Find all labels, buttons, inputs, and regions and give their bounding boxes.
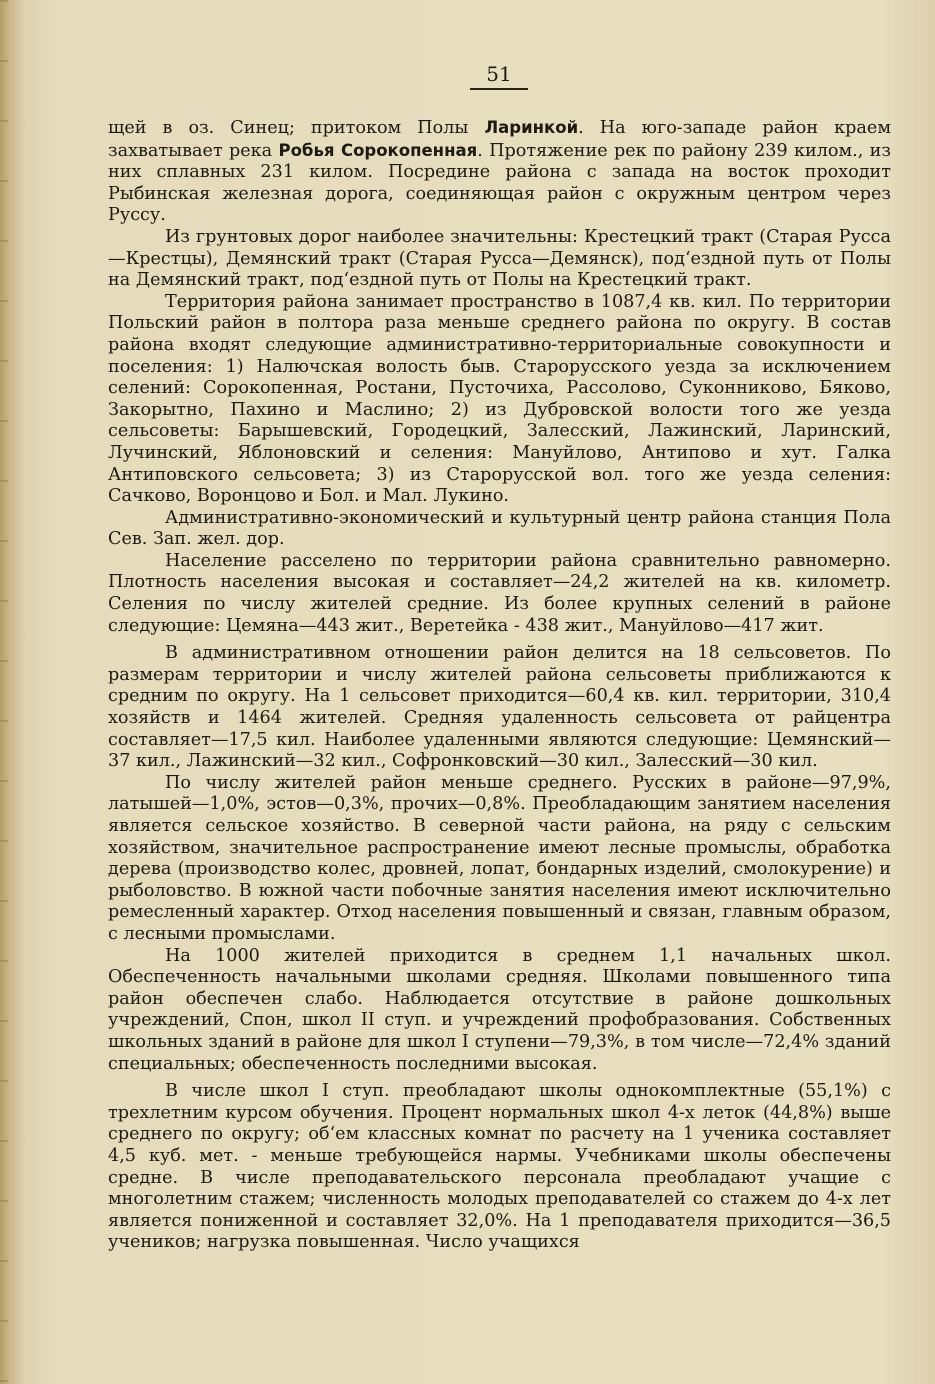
paragraph-p1 <box>108 117 891 227</box>
paragraph-p9 <box>108 1081 891 1254</box>
text-run: На 1000 жителей приходится в среднем 1,1 начальных школ. Обеспеченность начальными школами средняя. Школами повышенного типа район обеспечен слабо. Наблюдается отсутствие в районе дошкольных учреждений, Спон, школ II ступ. и учреждений профобразования. Собственных школьных зданий в районе для школ I ступени—79,3%, в том числе—72,4% зданий специальных; обеспеченность последними высокая. <box>108 945 891 1074</box>
paragraph-p5 <box>108 551 891 637</box>
paragraph-p7 <box>108 773 891 946</box>
text-run: . Протяжение рек по району 239 килом., из них сплавных 231 килом. Посредине района с запада на восток проходит Рыбинская железная дорога, соединяющая район с окружным центром через Руссу. <box>108 140 892 226</box>
bold-term: Робья Сорокопенная <box>278 140 478 160</box>
page-number: 51 <box>470 62 528 90</box>
text-run: . На юго-западе район краем захватывает река <box>108 118 892 161</box>
text-run: В административном отношении район делится на 18 сельсоветов. По размерам территории и числу жителей района сельсоветы приближаются к средним по округу. На 1 сельсовет приходится—60,4 кв. кил. территории, 310,4 хозяйств и 1464 жителей. Средняя удаленность сельсовета от райцентра составляет—17,5 кил. Наиболее удаленными являются следующие: Цемянский—37 кил., Лажинский—32 кил., Софронковский—30 кил., Залесский—30 кил. <box>108 643 891 772</box>
paragraph-p2 <box>108 227 891 292</box>
paragraph-p4 <box>108 508 891 551</box>
text-run: Из грунтовых дорог наиболее значительны: Крестецкий тракт (Старая Русса—Крестцы), Демянский тракт (Старая Русса—Демянск), под‘ездной путь от Полы на Демянский тракт, под‘ездной путь от Полы на Крестецкий тракт. <box>108 226 891 291</box>
paragraph-p8 <box>108 946 891 1076</box>
page-binding-edge <box>0 0 8 1384</box>
text-run: Административно-экономический и культурный центр района станция Пола Сев. Зап. жел. дор. <box>108 507 891 550</box>
text-run: Население расселено по территории района сравнительно равномерно. Плотность населения высокая и составляет—24,2 жителей на кв. километр. Селения по числу жителей средние. Из более крупных селений в районе следующие: Цемяна—443 жит., Веретейка - 438 жит., Мануйлово—417 жит. <box>108 550 891 636</box>
body-text <box>108 117 891 1254</box>
text-run: По числу жителей район меньше среднего. Русских в районе—97,9%, латышей—1,0%, эстов—0,3%, прочих—0,8%. Преобладающим занятием населения является сельское хозяйство. В северной части района, на ряду с сельским хозяйством, значительное распространение имеют лесные промыслы, обработка дерева (производство колес, дровней, лопат, бондарных изделий, смолокурение) и рыболовство. В южной части побочные занятия населения имеют исключительно ремесленный характер. Отход населения повышенный и связан, главным образом, с лесными промыслами. <box>108 772 891 944</box>
text-run: щей в оз. Синец; притоком Полы <box>108 118 485 138</box>
text-run: В числе школ I ступ. преобладают школы однокомплектные (55,1%) с трехлетним курсом обучения. Процент нормальных школ 4-х леток (44,8%) выше среднего по округу; об‘ем классных комнат по расчету на 1 ученика составляет 4,5 куб. мет. - меньше требующейся нармы. Учебниками школы обеспечены средне. В числе преподавательского персонала преобладают учащие с многолетним стажем; численность молодых преподавателей со стажем до 4-х лет является пониженной и составляет 32,0%. На 1 преподавателя приходится—36,5 учеников; нагрузка повышенная. Число учащихся <box>108 1081 891 1253</box>
bold-term: Ларинкой <box>484 118 579 137</box>
paragraph-p3 <box>108 292 891 508</box>
text-run: Территория района занимает пространство в 1087,4 кв. кил. По территории Польский район в полтора раза меньше среднего района по округу. В состав района входят следующие административно-территориальные совокупности и поселения: 1) Налючская волость быв. Старорусского уезда за исключением селений: Сорокопенная, Ростани, Пусточиха, Рассолово, Суконниково, Бяково, Закорытно, Пахино и Маслино; 2) из Дубровской волости того же уезда сельсоветы: Барышевский, Городецкий, Залесский, Лажинский, Ларинский, Лучинский, Яблоновский и селения: Мануйлово, Антипово и хут. Галка Антиповского сельсовета; 3) из Старорусской вол. того же уезда селения: Сачково, Воронцово и Бол. и Мал. Лукино. <box>108 291 891 507</box>
paragraph-p6 <box>108 643 891 773</box>
